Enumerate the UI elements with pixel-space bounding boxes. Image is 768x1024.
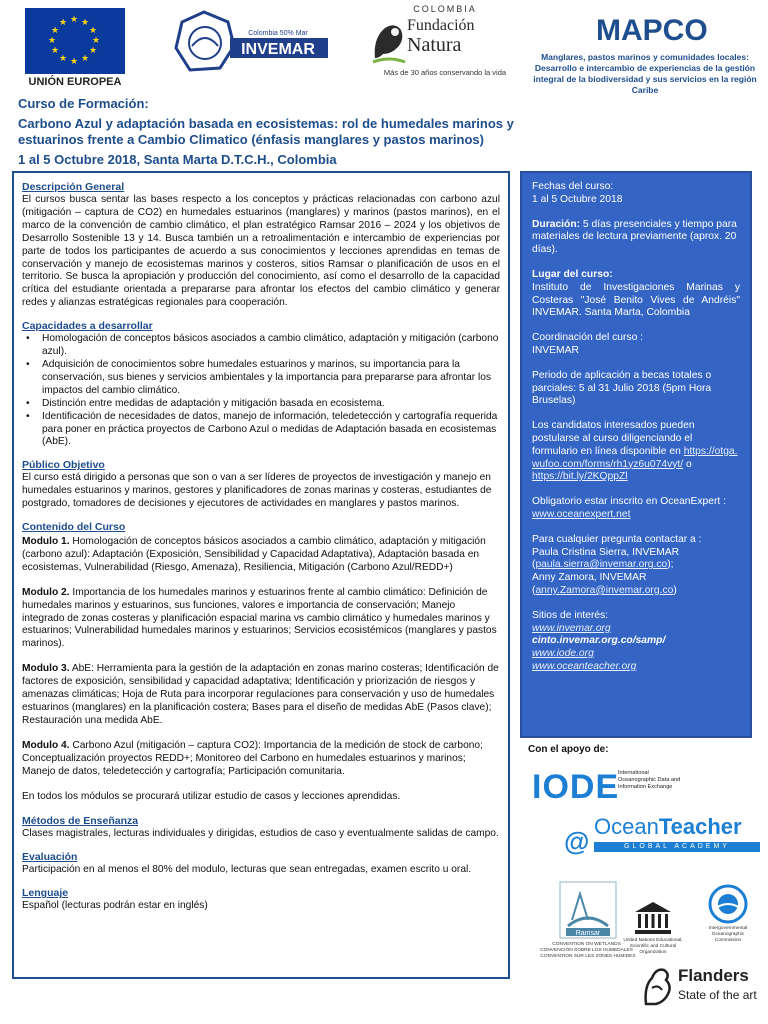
course-dates: 1 al 5 Octubre 2018, Santa Marta D.T.C.H., Colombia xyxy=(18,152,337,167)
svg-text:Ramsar: Ramsar xyxy=(575,930,601,937)
iode-logo xyxy=(532,768,732,808)
unesco-temple-icon xyxy=(633,900,673,936)
evaluacion-heading: Evaluación xyxy=(22,851,78,864)
link-separator: o xyxy=(683,458,692,470)
modulo-4-text: Carbono Azul (mitigación – captura CO2): Importancia de la medición de stock de carbono; Conceptualización proyectos REDD+; Monitoreo del Carbono en humedales estuarinos y marinos; Manejo de datos, teledetección y cartografía; Participación comunitaria. xyxy=(22,739,483,777)
ioc-globe-icon xyxy=(708,884,748,924)
modulo-2 xyxy=(22,587,500,652)
ot-name-1: Ocean xyxy=(594,814,659,839)
sitio-invemar-link[interactable]: www.invemar.org xyxy=(532,622,611,634)
sitio-oceanteacher-link[interactable]: www.oceanteacher.org xyxy=(532,660,637,672)
mapco-logo xyxy=(530,14,760,96)
publico-text: El curso está dirigido a personas que son o van a ser líderes de proyectos de investigación y manejo en humedales estuarinos y marinos, gestores y planificadores de zonas marinas y costeras, estudiantes de postgrado, tomadores de decisiones y ejecutores de actividades en manglares y pastos marinos. xyxy=(22,472,492,510)
modulo-3 xyxy=(22,663,500,728)
contacto-text: Para cualquier pregunta contactar a : xyxy=(532,533,702,545)
candidatos-block xyxy=(532,420,740,484)
ot-name-2: Teacher xyxy=(658,814,742,839)
sitios-block xyxy=(532,610,740,674)
list-item: • Homologación de conceptos básicos asociados a cambio climático, adaptación y mitigación (carbono azul). xyxy=(22,333,500,359)
sitio-cinto-link[interactable]: cinto.invemar.org.co/samp/ xyxy=(532,635,666,647)
natura-name xyxy=(407,18,475,56)
at-icon: @ xyxy=(564,826,590,856)
coordinacion-value: INVEMAR xyxy=(532,344,579,356)
fechas-block xyxy=(532,181,740,207)
metodos-heading: Métodos de Enseñanza xyxy=(22,815,139,828)
descripcion-heading: Descripción General xyxy=(22,181,125,193)
duracion-value: 5 días presenciales y tiempo para materiales de lectura previamente (aprox. 20 días). xyxy=(532,218,737,256)
flanders-logo xyxy=(640,962,760,1012)
natura-country: COLOMBIA xyxy=(413,4,477,14)
unesco-logo xyxy=(618,880,688,970)
sitios-label: Sitios de interés: xyxy=(532,609,609,621)
modulo-1 xyxy=(22,536,500,575)
course-label: Curso de Formación: xyxy=(18,96,149,111)
mapco-description: Manglares, pastos marinos y comunidades locales: Desarrollo e intercambio de experiencias de la gestión integral de la biodiversidad y sus servicios en la región Caribe xyxy=(533,52,757,95)
course-title: Carbono Azul y adaptación basada en ecosistemas: rol de humedales marinos y estuarinos frente a Cambio Climatico (énfasis manglares y pastos marinos) xyxy=(18,116,514,147)
capacidades-list xyxy=(22,333,500,449)
natura-tagline: Más de 30 años conservando la vida xyxy=(383,68,507,77)
flanders-tagline: State of the art xyxy=(678,988,757,1002)
ioc-caption: Intergovernmental Oceanographic Commission xyxy=(708,926,748,943)
ramsar-icon xyxy=(558,880,618,940)
natura-name-2: Natura xyxy=(407,34,462,56)
ioc-logo xyxy=(698,880,758,970)
lugar-value: Instituto de Investigaciones Marinas y Costeras "José Benito Vives de Andréis" INVEMAR. Santa Marta, Colombia xyxy=(532,281,740,319)
course-header xyxy=(18,96,758,168)
list-item: • Distinción entre medidas de adaptación y mitigación basada en ecosistema. xyxy=(22,398,500,411)
modulos-nota: En todos los módulos se procurará utilizar estudio de casos y lecciones aprendidas. xyxy=(22,790,401,802)
duracion-label: Duración: xyxy=(532,218,581,230)
descripcion-text: El cursos busca sentar las bases respecto a los conceptos y prácticas relacionadas con carbono azul (mitigación – captura de CO2) en humedales estuarinos (manglares) y marinos (pastos marinos), en el marco de la convención de cambio climático, el plan estratégico Ramsar 2016 – 2024 y los objetivos de Desarrollo Sostenible 13 y 14. Busca también un a retroalimentación e intercambio de experiencias por parte de todos los participantes de acuerdo a sus conocimientos y lecciones aprendidas en temas de conservación y manejo de ecosistemas marinos y costeros, sitios Ramsar o planificación de usos en el territorio. Se busca la apropiación y producción del conocimiento, así como el desarrollo de la capacidad crítica del estudiante orientada a prepararse para afrontar los efectos del cambio climático y generar redes y alianzas estratégicas regionales para cooperación. xyxy=(22,194,500,309)
invemar-sub: Colombia 50% Mar xyxy=(248,30,308,37)
eu-flag-icon: ★ ★ ★ ★ ★ ★ ★ ★ ★ ★ ★ ★ xyxy=(25,8,125,74)
modulo-4 xyxy=(22,740,500,779)
modulo-2-label: Modulo 2. xyxy=(22,586,70,598)
flanders-name: Flanders xyxy=(678,966,749,985)
contacto-block: Para cualquier pregunta contactar a : Paula Cristina Sierra, INVEMAR (paula.sierra@invemar.org.co); Anny Zamora, INVEMAR (anny.Zamora@invemar.org.co) xyxy=(532,534,740,598)
lenguaje-text: Español (lecturas podrán estar en inglés) xyxy=(22,900,208,912)
iode-small: International Oceanographic Data and Information Exchange xyxy=(618,770,681,790)
list-item: • Adquisición de conocimientos sobre humedales estuarinos y marinos, su importancia para la conservación, sus bienes y servicios ambientales y la importancia para prepararse para afrontar los impactos del cambio climático. xyxy=(22,359,500,398)
ramsar-caption: CONVENTION ON WETLANDS · CONVENCIÓN SOBRE LOS HUMEDALES · CONVENTION SUR LES ZONES HUMIDES xyxy=(540,942,636,959)
list-item: • Identificación de necesidades de datos, manejo de información, teledetección y cartografía requerida para poner en práctica proyectos de Carbono Azul o medidas de Adaptación basada en ecosistemas (AbE). xyxy=(22,411,500,450)
contact2-name: Anny Zamora, INVEMAR xyxy=(532,572,647,584)
oceanteacher-logo xyxy=(564,814,764,856)
contact1-email-link[interactable]: paula.sierra@invemar.org.co xyxy=(535,559,668,571)
support-logos xyxy=(520,744,760,959)
lugar-block xyxy=(532,269,740,320)
coordinacion-block xyxy=(532,332,740,358)
eu-caption: UNIÓN EUROPEA xyxy=(28,76,122,88)
oceanexpert-block xyxy=(532,496,740,522)
capacidades-heading: Capacidades a desarrollar xyxy=(22,320,153,333)
flanders-lion-icon xyxy=(640,964,674,1008)
form-link[interactable]: https://otga.wufoo.com/forms/rh1yz6u074vyt/ xyxy=(532,445,738,470)
modulo-1-text: Homologación de conceptos básicos asociados a cambio climático, adaptación y mitigación (carbono azul): Adaptación (Exposición, Sensibilidad y Capacidad Adaptativa), Adaptación basada en ecosistemas, Vulnerabilidad (Riesgo, Amenaza), Resiliencia, Mitigación (Carbono Azul/REDD+) xyxy=(22,536,486,573)
modulo-1-label: Modulo 1. xyxy=(22,536,70,548)
candidatos-text: Los candidatos interesados pueden postularse al curso diligenciando el formulario en línea disponible en xyxy=(532,420,695,457)
modulo-4-label: Modulo 4. xyxy=(22,739,70,751)
info-sidebar xyxy=(520,171,752,738)
oceanteacher-name xyxy=(594,814,742,840)
fechas-value: 1 al 5 Octubre 2018 xyxy=(532,193,623,205)
modulo-3-text: AbE: Herramienta para la gestión de la adaptación en zonas marino costeras; Identificación de factores de exposición, sensibilidad y capacidad adaptativa; Identificación y priorización de riesgos y amenazas climáticas; Hoja de Ruta para incorporar regulaciones para conservación y uso de humedales estuarinos (manglares) en la planificación costera; Bases para el diseño de medidas AbE (Pasos clave); Restauración una medida AbE. xyxy=(22,663,499,726)
duracion-block xyxy=(532,219,740,257)
obligatorio-text: Obligatorio estar inscrito en OceanExpert : xyxy=(532,496,727,508)
modulo-3-label: Modulo 3. xyxy=(22,663,70,675)
coordinacion-label: Coordinación del curso : xyxy=(532,332,644,344)
contenido-heading: Contenido del Curso xyxy=(22,521,126,534)
modulo-2-text: Importancia de los humedales marinos y estuarinos frente al cambio climático: Definición de humedales marinos y estuarinos, sus funciones, valores e importancia de conservación; Manejo integrado de zonas costeras y planificación espacial marina vs cambio climático y humedales marinos y estuarinos; Vulnerabilidad humedales marinos y estuarinos; Servicios ecosistémicos (manglares y pastos marinos). xyxy=(22,586,497,650)
support-label: Con el apoyo de: xyxy=(528,744,609,755)
monkey-icon xyxy=(371,18,407,64)
lugar-label: Lugar del curso: xyxy=(532,268,613,280)
fundacion-natura-logo xyxy=(365,4,525,84)
publico-heading: Público Objetivo xyxy=(22,459,105,472)
metodos-text: Clases magistrales, lecturas individuales y dirigidas, estudios de caso y eventualmente salidas de campo. xyxy=(22,828,499,840)
eu-logo xyxy=(20,8,130,88)
evaluacion-text: Participación en al menos el 80% del modulo, lecturas que sean entregadas, examen escrito u oral. xyxy=(22,864,472,876)
mapco-name: MAPCO xyxy=(596,14,708,47)
natura-name-1: Fundación xyxy=(407,17,475,34)
periodo-text: Periodo de aplicación a becas totales o parciales: 5 al 31 Julio 2018 (5pm Hora Bruselas) xyxy=(532,369,712,407)
invemar-logo xyxy=(170,8,330,78)
invemar-text: INVEMAR xyxy=(241,41,315,58)
unesco-caption: United Nations Educational, Scientific and Cultural Organization xyxy=(623,938,683,955)
sitio-iode-link[interactable]: www.iode.org xyxy=(532,648,594,660)
course-details-box xyxy=(12,171,510,979)
fechas-label: Fechas del curso: xyxy=(532,181,614,192)
logo-header xyxy=(0,0,768,100)
ot-bar: GLOBAL ACADEMY xyxy=(594,842,760,852)
bitly-link[interactable]: https://bit.ly/2KQppZl xyxy=(532,471,628,483)
iode-word: IODE xyxy=(532,768,620,806)
contact1-name: Paula Cristina Sierra, INVEMAR xyxy=(532,546,680,558)
oceanexpert-link[interactable]: www.oceanexpert.net xyxy=(532,508,631,520)
lenguaje-heading: Lenguaje xyxy=(22,887,69,900)
contact2-email-link[interactable]: anny.Zamora@invemar.org.co xyxy=(535,584,674,596)
